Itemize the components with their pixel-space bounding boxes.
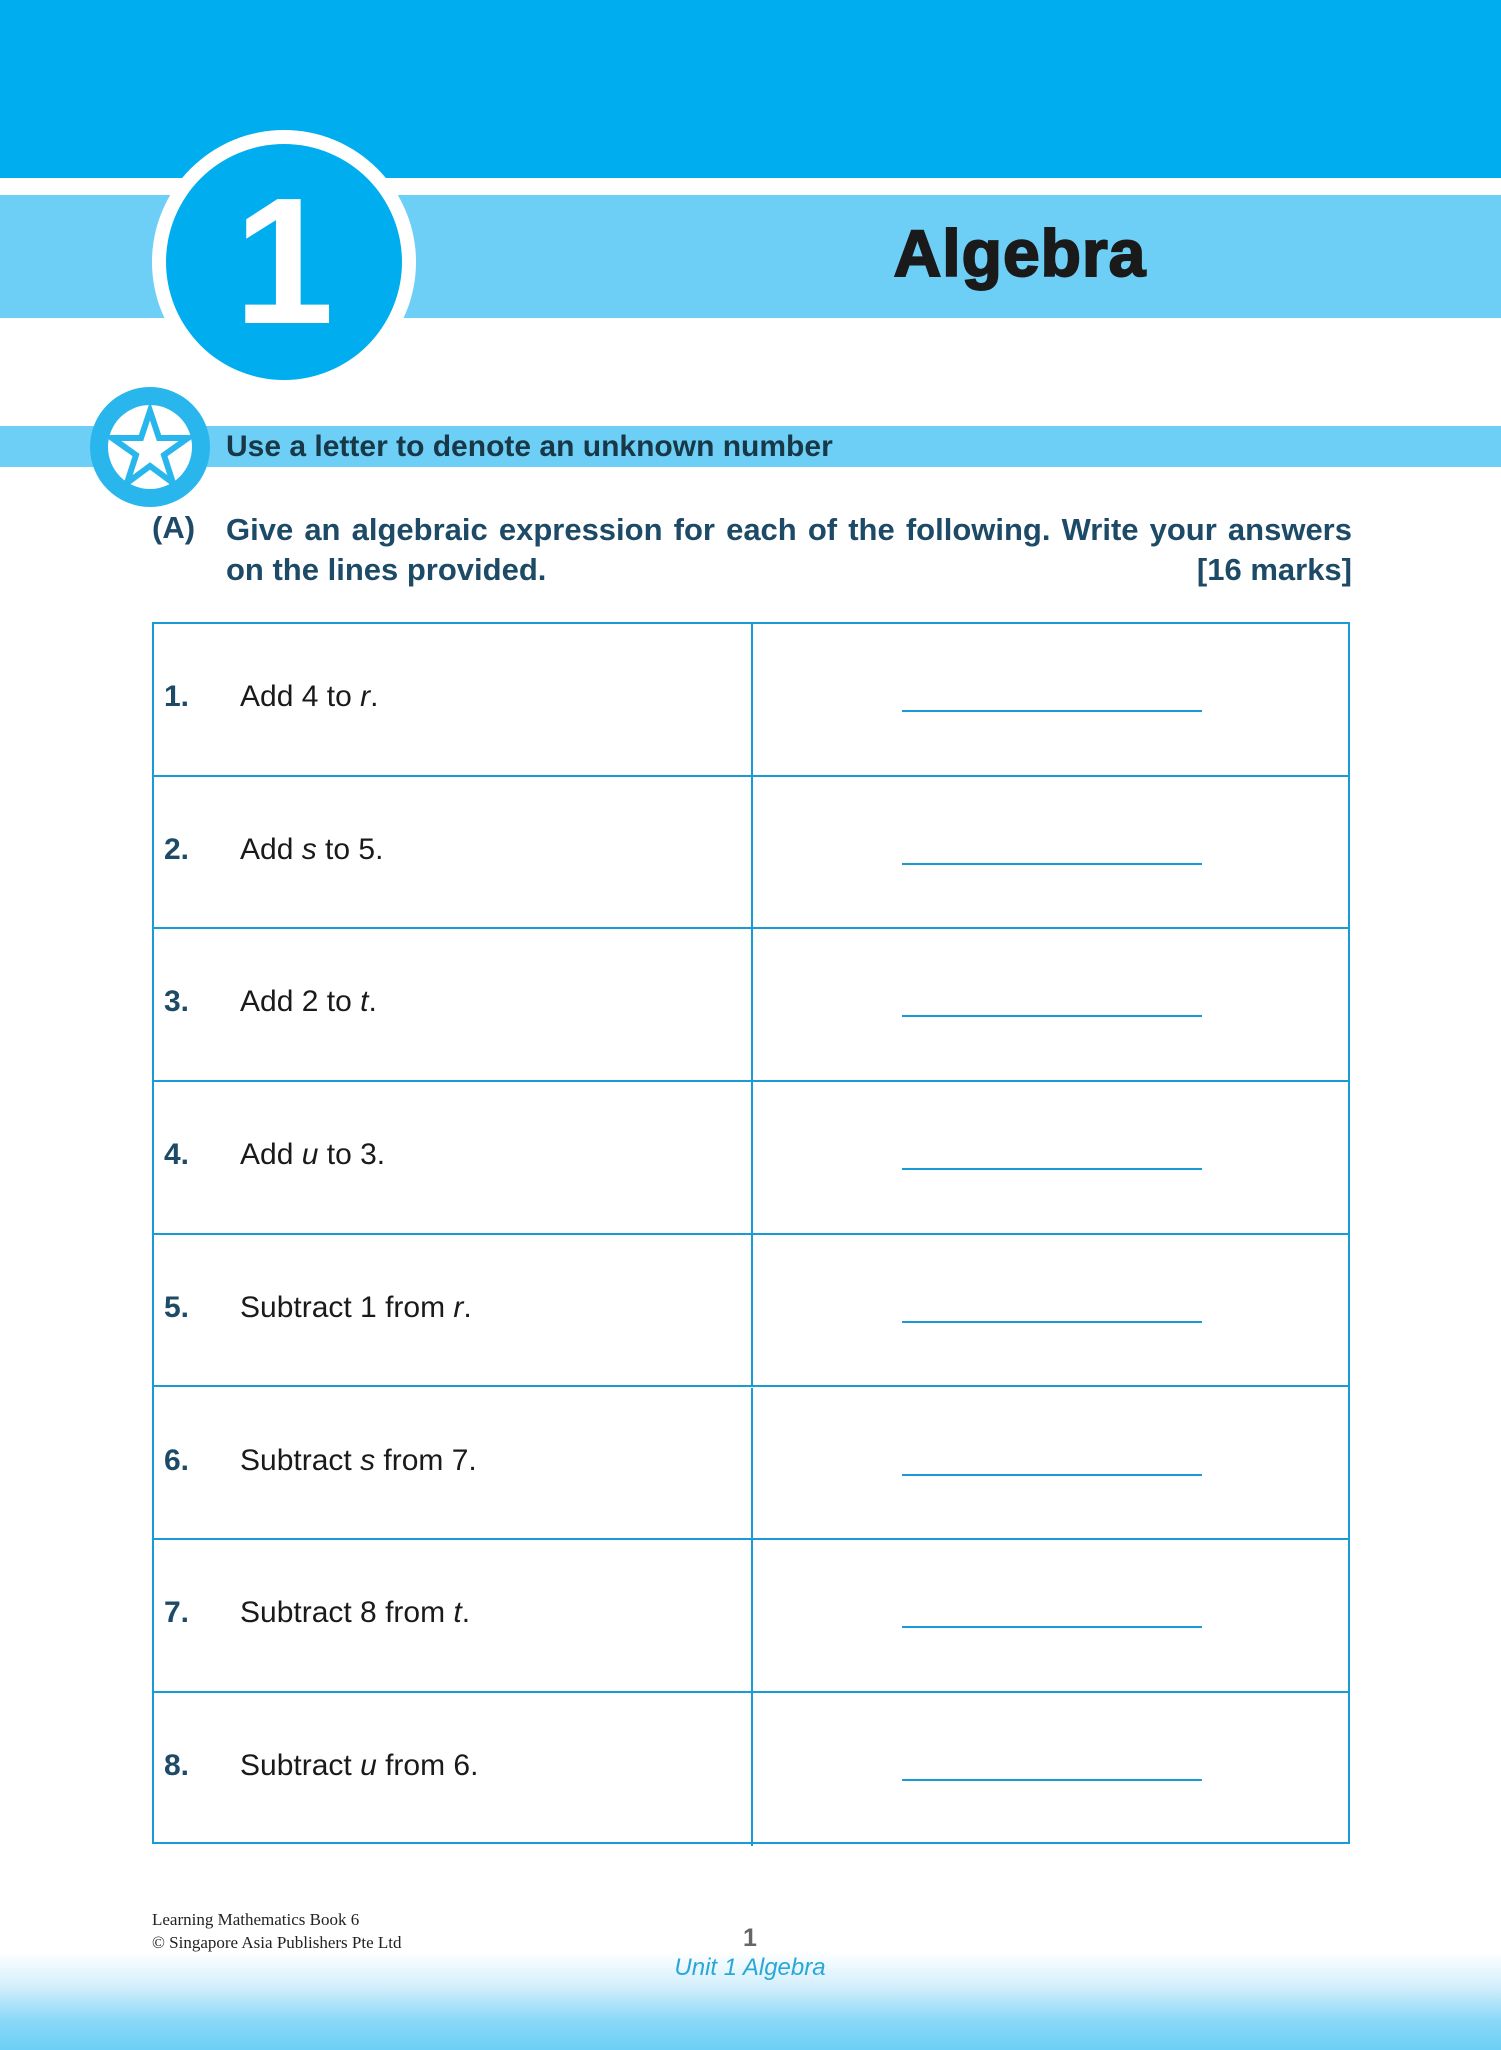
answer-line[interactable] [902, 863, 1202, 865]
item-number: 3. [164, 985, 190, 1019]
variable: s [360, 1443, 376, 1477]
question-text: Add [240, 832, 302, 866]
variable: r [360, 680, 371, 713]
answer-line[interactable] [902, 1626, 1202, 1628]
item-question [240, 1596, 470, 1630]
answer-line[interactable] [902, 1168, 1202, 1170]
answer-line[interactable] [902, 1474, 1202, 1476]
table-row [154, 777, 1348, 930]
question-text: to 5. [316, 832, 384, 866]
column-divider [751, 929, 753, 1080]
item-question [240, 680, 378, 714]
question-text: . [370, 680, 379, 713]
column-divider [751, 1235, 753, 1386]
column-divider [751, 1388, 753, 1539]
item-question [240, 833, 383, 867]
item-number: 8. [164, 1748, 190, 1782]
copyright: © Singapore Asia Publishers Pte Ltd [152, 1933, 402, 1952]
variable: r [453, 1290, 464, 1324]
table-row [154, 1082, 1348, 1235]
table-row [154, 624, 1348, 777]
book-title: Learning Mathematics Book 6 [152, 1910, 360, 1929]
item-question [240, 1444, 477, 1478]
question-text: from 6. [376, 1748, 479, 1782]
column-divider [751, 777, 753, 928]
item-question [240, 985, 377, 1019]
marks: [16 marks] [1196, 552, 1352, 587]
column-divider [751, 1540, 753, 1691]
answer-line[interactable] [902, 710, 1202, 712]
item-question [240, 1291, 472, 1325]
table-row [154, 929, 1348, 1082]
variable: t [453, 1596, 462, 1630]
question-text: Add 4 to [240, 680, 361, 713]
table-row [154, 1388, 1348, 1541]
answer-line[interactable] [902, 1321, 1202, 1323]
item-number: 5. [164, 1290, 190, 1324]
item-number: 6. [164, 1443, 190, 1477]
question-text: . [463, 1290, 472, 1324]
answer-line[interactable] [902, 1779, 1202, 1781]
question-text: from 7. [375, 1443, 477, 1477]
table-row [154, 1693, 1348, 1846]
question-label: (A) [152, 510, 196, 545]
question-text: . [368, 985, 377, 1019]
column-divider [751, 1693, 753, 1846]
item-number: 2. [164, 832, 190, 866]
question-table [152, 622, 1350, 1844]
question-text: Subtract [240, 1748, 361, 1782]
question-text: Add [240, 1138, 302, 1172]
question-text: Subtract 1 from [240, 1290, 454, 1324]
footer-credits [152, 1908, 402, 1954]
item-question [240, 1749, 478, 1783]
table-row [154, 1235, 1348, 1388]
page-number: 1 [743, 1924, 757, 1952]
variable: u [301, 1138, 319, 1172]
item-question [240, 1138, 385, 1172]
item-number: 1. [164, 680, 190, 713]
chapter-title: Algebra [893, 216, 1147, 290]
chapter-number: 1 [166, 144, 402, 380]
section-title: Use a letter to denote an unknown number [226, 430, 833, 463]
variable: s [301, 832, 317, 866]
variable: t [360, 985, 369, 1019]
question-text: to 3. [318, 1138, 386, 1172]
question-text: Subtract [240, 1443, 361, 1477]
column-divider [751, 624, 753, 775]
variable: u [360, 1748, 377, 1782]
column-divider [751, 1082, 753, 1233]
table-row [154, 1540, 1348, 1693]
item-number: 4. [164, 1138, 190, 1172]
question-instruction [226, 510, 1352, 590]
question-text: . [461, 1596, 471, 1630]
unit-label: Unit 1 Algebra [674, 1954, 826, 1981]
question-text: Add 2 to [240, 985, 361, 1019]
instruction-text: Give an algebraic expression for each of the following. Write your answers on the lines provided. [226, 512, 1352, 587]
item-number: 7. [164, 1596, 190, 1630]
star-icon [108, 405, 192, 489]
answer-line[interactable] [902, 1015, 1202, 1017]
question-text: Subtract 8 from [240, 1596, 454, 1630]
